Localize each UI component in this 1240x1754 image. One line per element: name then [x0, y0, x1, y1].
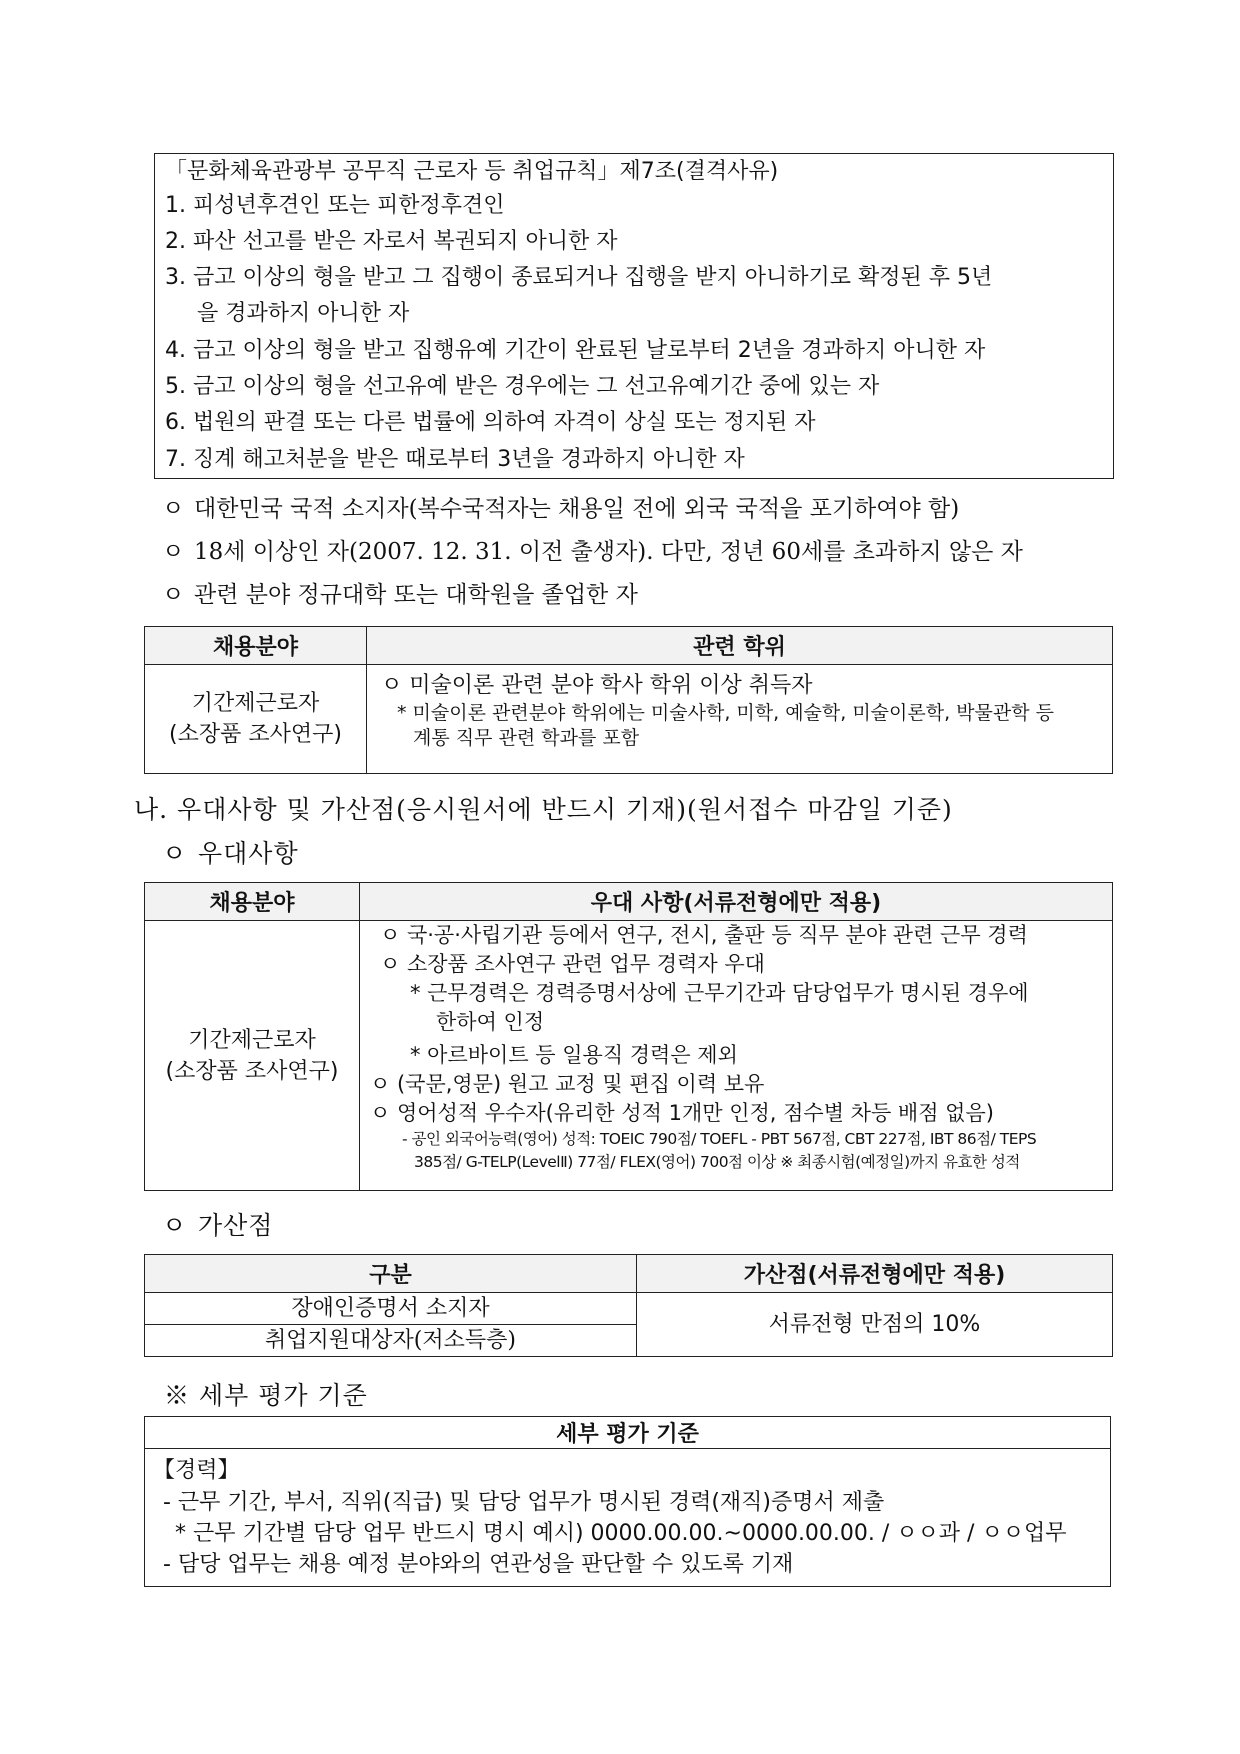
disqualification-item: 1. 피성년후견인 또는 피한정후견인 — [165, 193, 505, 218]
preference-note-continued: 한하여 인정 — [436, 1010, 545, 1034]
preference-score-note: - 공인 외국어능력(영어) 성적: TOEIC 790점/ TOEFL - PBT 567점, CBT 227점, IBT 86점/ TEPS — [402, 1130, 1037, 1148]
table-header: 세부 평가 기준 — [145, 1417, 1111, 1449]
table-header: 우대 사항(서류전형에만 적용) — [360, 883, 1113, 921]
evaluation-line: - 담당 업무는 채용 예정 분야와의 연관성을 판단할 수 있도록 기재 — [163, 1552, 794, 1577]
preference-score-note-continued: 385점/ G-TELP(LevelⅡ) 77점/ FLEX(영어) 700점 이상 ※ 최종시험(예정일)까지 유효한 성적 — [414, 1153, 1020, 1171]
degree-cell — [367, 665, 1113, 774]
preference-note: * 아르바이트 등 일용직 경력은 제외 — [410, 1043, 738, 1067]
evaluation-cell — [145, 1449, 1111, 1587]
disqualification-item: 2. 파산 선고를 받은 자로서 복권되지 아니한 자 — [165, 229, 618, 254]
evaluation-note: ※ 세부 평가 기준 — [164, 1381, 368, 1410]
requirement-text: 대한민국 국적 소지자(복수국적자는 채용일 전에 외국 국적을 포기하여야 함) — [194, 496, 960, 522]
disqualification-heading: 「문화체육관광부 공무직 근로자 등 취업규칙」제7조(결격사유) — [165, 159, 779, 184]
degree-table — [144, 626, 1113, 774]
preference-item: ㅇ (국문,영문) 원고 교정 및 편집 이력 보유 — [370, 1072, 765, 1096]
field-subname: (소장품 조사연구) — [169, 722, 342, 747]
bonus-category: 취업지원대상자(저소득층) — [145, 1325, 637, 1357]
table-header: 채용분야 — [145, 883, 360, 921]
subsection-title: 가산점 — [198, 1211, 274, 1240]
preference-table — [144, 882, 1113, 1191]
table-header: 가산점(서류전형에만 적용) — [637, 1255, 1113, 1293]
field-subname: (소장품 조사연구) — [165, 1058, 339, 1084]
subsection-bonus — [162, 1206, 273, 1242]
requirement-age — [162, 533, 1023, 566]
preference-item: ㅇ 소장품 조사연구 관련 업무 경력자 우대 — [380, 952, 765, 976]
degree-note: * 미술이론 관련분야 학위에는 미술사학, 미학, 예술학, 미술이론학, 박물관학 등 — [397, 702, 1054, 724]
subsection-title: 우대사항 — [198, 839, 299, 868]
evaluation-line: - 근무 기간, 부서, 직위(직급) 및 담당 업무가 명시된 경력(재직)증명서 제출 — [163, 1490, 885, 1515]
bullet-marker: ㅇ — [162, 582, 185, 608]
bonus-value: 서류전형 만점의 10% — [637, 1293, 1113, 1357]
degree-note-continued: 계통 직무 관련 학과를 포함 — [413, 727, 640, 749]
disqualification-item: 6. 법원의 판결 또는 다른 법률에 의하여 자격이 상실 또는 정지된 자 — [165, 410, 816, 435]
table-header: 구분 — [145, 1255, 637, 1293]
disqualification-item: 7. 징계 해고처분을 받은 때로부터 3년을 경과하지 아니한 자 — [165, 447, 745, 472]
disqualification-item: 4. 금고 이상의 형을 받고 집행유예 기간이 완료된 날로부터 2년을 경과하지 아니한 자 — [165, 338, 986, 363]
bonus-category: 장애인증명서 소지자 — [145, 1293, 637, 1325]
bullet-marker: ㅇ — [162, 496, 185, 522]
disqualification-box — [154, 153, 1114, 479]
evaluation-label: 【경력】 — [153, 1458, 240, 1483]
bullet-marker: ㅇ — [162, 1211, 188, 1240]
evaluation-table — [144, 1416, 1111, 1587]
preference-note: * 근무경력은 경력증명서상에 근무기간과 담당업무가 명시된 경우에 — [410, 981, 1029, 1005]
degree-requirement: ㅇ 미술이론 관련 분야 학사 학위 이상 취득자 — [381, 673, 813, 698]
preference-item: ㅇ 영어성적 우수자(유리한 성적 1개만 인정, 점수별 차등 배점 없음) — [370, 1101, 994, 1125]
disqualification-item-continued: 을 경과하지 아니한 자 — [197, 301, 410, 326]
bonus-table — [144, 1254, 1113, 1357]
field-name: 기간제근로자 — [191, 691, 320, 716]
requirement-text: 관련 분야 정규대학 또는 대학원을 졸업한 자 — [194, 582, 638, 608]
bullet-marker: ㅇ — [162, 839, 188, 868]
requirement-education — [162, 576, 638, 609]
requirement-nationality — [162, 490, 959, 523]
subsection-preference — [162, 834, 299, 870]
field-cell — [145, 921, 360, 1191]
field-cell — [145, 665, 367, 774]
preference-cell — [360, 921, 1113, 1191]
table-header: 채용분야 — [145, 627, 367, 665]
disqualification-item: 3. 금고 이상의 형을 받고 그 집행이 종료되거나 집행을 받지 아니하기로 확정된 후 5년 — [165, 265, 993, 290]
table-header: 관련 학위 — [367, 627, 1113, 665]
section-title: 나. 우대사항 및 가산점(응시원서에 반드시 기재)(원서접수 마감일 기준) — [134, 795, 953, 824]
field-name: 기간제근로자 — [188, 1027, 316, 1053]
disqualification-item: 5. 금고 이상의 형을 선고유예 받은 경우에는 그 선고유예기간 중에 있는 자 — [165, 374, 880, 399]
requirement-text: 18세 이상인 자(2007. 12. 31. 이전 출생자). 다만, 정년 60세를 초과하지 않은 자 — [194, 539, 1023, 565]
evaluation-example: * 근무 기간별 담당 업무 반드시 명시 예시) 0000.00.00.~0000.00.00. / ㅇㅇ과 / ㅇㅇ업무 — [175, 1521, 1067, 1546]
bullet-marker: ㅇ — [162, 539, 185, 565]
preference-item: ㅇ 국·공·사립기관 등에서 연구, 전시, 출판 등 직무 분야 관련 근무 경력 — [380, 923, 1028, 947]
